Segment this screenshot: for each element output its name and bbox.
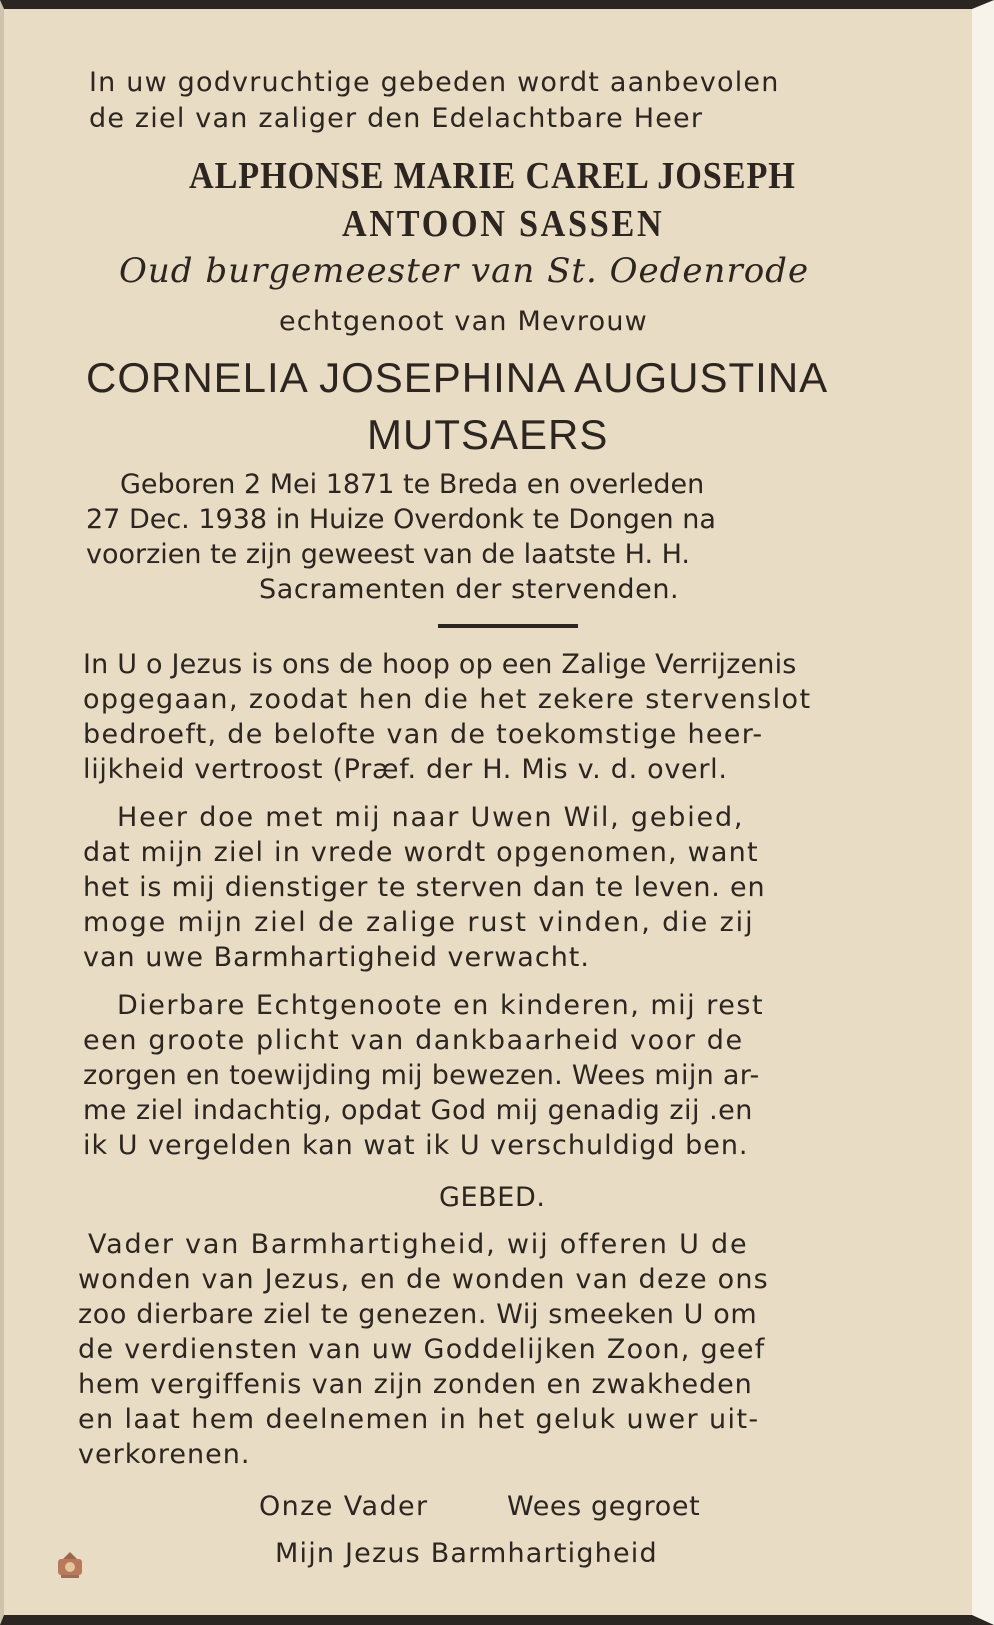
prayer-line-4: de verdiensten van uw Goddelijken Zoon, geef [78,1334,766,1365]
paragraph1-line-3: bedroeft, de belofte van de toekomstige heer- [83,719,764,750]
paragraph2-line-3: het is mij dienstiger te sterven dan te leven. en [83,872,766,903]
paragraph2-line-1: Heer doe met mij naar Uwen Wil, gebied, [117,802,745,833]
paragraph3-line-4: me ziel indachtig, opdat God mij genadig zij .en [83,1095,753,1126]
prayer-line-5: hem vergiffenis van zijn zonden en zwakheden [78,1369,753,1400]
birth-death-line-3 [86,541,938,568]
paragraph3-line-1: Dierbare Echtgenoote en kinderen, mij rest [117,990,765,1021]
paragraph1-line-4: lijkheid vertroost (Præf. der H. Mis v. d. overl. [83,754,728,785]
paragraph2-line-2: dat mijn ziel in vrede wordt opgenomen, want [83,837,759,868]
prayer-line-6: en laat hem deelnemen in het geluk uwer uit- [78,1404,760,1435]
deceased-name-line-1: ALPHONSE MARIE CAREL JOSEPH [189,155,796,197]
coat-of-arms-icon [54,1549,86,1581]
intro-line-1: In uw godvruchtige gebeden wordt aanbevolen [89,67,780,98]
birth-death-text-3: voorzien te zijn geweest van de laatste H. H. [86,539,691,570]
spouse-name-line-2: MUTSAERS [367,411,609,458]
paragraph1-line-1: In U o Jezus is ons de hoop op een Zalige Verrijzenis [83,649,797,680]
paragraph3-line-3: zorgen en toewijding mij bewezen. Wees mijn ar- [83,1060,760,1091]
birth-death-line-2 [86,506,938,533]
prayer-line-2: wonden van Jezus, en de wonden van deze ons [78,1264,769,1295]
closing-line-2: Mijn Jezus Barmhartigheid [275,1538,658,1569]
closing-onze-vader: Onze Vader [259,1491,429,1522]
paragraph2-line-4: moge mijn ziel de zalige rust vinden, die zij [83,907,755,938]
birth-death-text-1: Geboren 2 Mei 1871 te Breda en overleden [120,469,705,500]
birth-death-text-2: 27 Dec. 1938 in Huize Overdonk te Dongen na [86,504,716,535]
paragraph3-line-5: ik U vergelden kan wat ik U verschuldigd ben. [83,1130,749,1161]
paragraph1-line-2: opgegaan, zoodat hen die het zekere stervenslot [83,684,812,715]
prayer-line-7: verkorenen. [78,1439,251,1470]
paragraph2-line-5: van uwe Barmhartigheid verwacht. [83,942,590,973]
spouse-name-line-1: CORNELIA JOSEPHINA AUGUSTINA [86,354,829,401]
deceased-name-line-2: ANTOON SASSEN [342,203,665,245]
deceased-title: Oud burgemeester van St. Oedenrode [119,251,810,291]
divider [438,624,578,628]
paragraph3-line-2: een groote plicht van dankbaarheid voor de [83,1025,744,1056]
prayer-line-3: zoo dierbare ziel te genezen. Wij smeeken U om [78,1299,758,1330]
prayer-line-1: Vader van Barmhartigheid, wij offeren U de [88,1229,749,1260]
birth-death-line-4: Sacramenten der stervenden. [259,574,680,605]
birth-death-line-1 [120,471,938,498]
prayer-heading: GEBED. [439,1182,546,1213]
closing-wees-gegroet: Wees gegroet [507,1491,701,1522]
intro-line-2: de ziel van zaliger den Edelachtbare Heer [89,103,704,134]
spouse-intro: echtgenoot van Mevrouw [279,306,648,337]
